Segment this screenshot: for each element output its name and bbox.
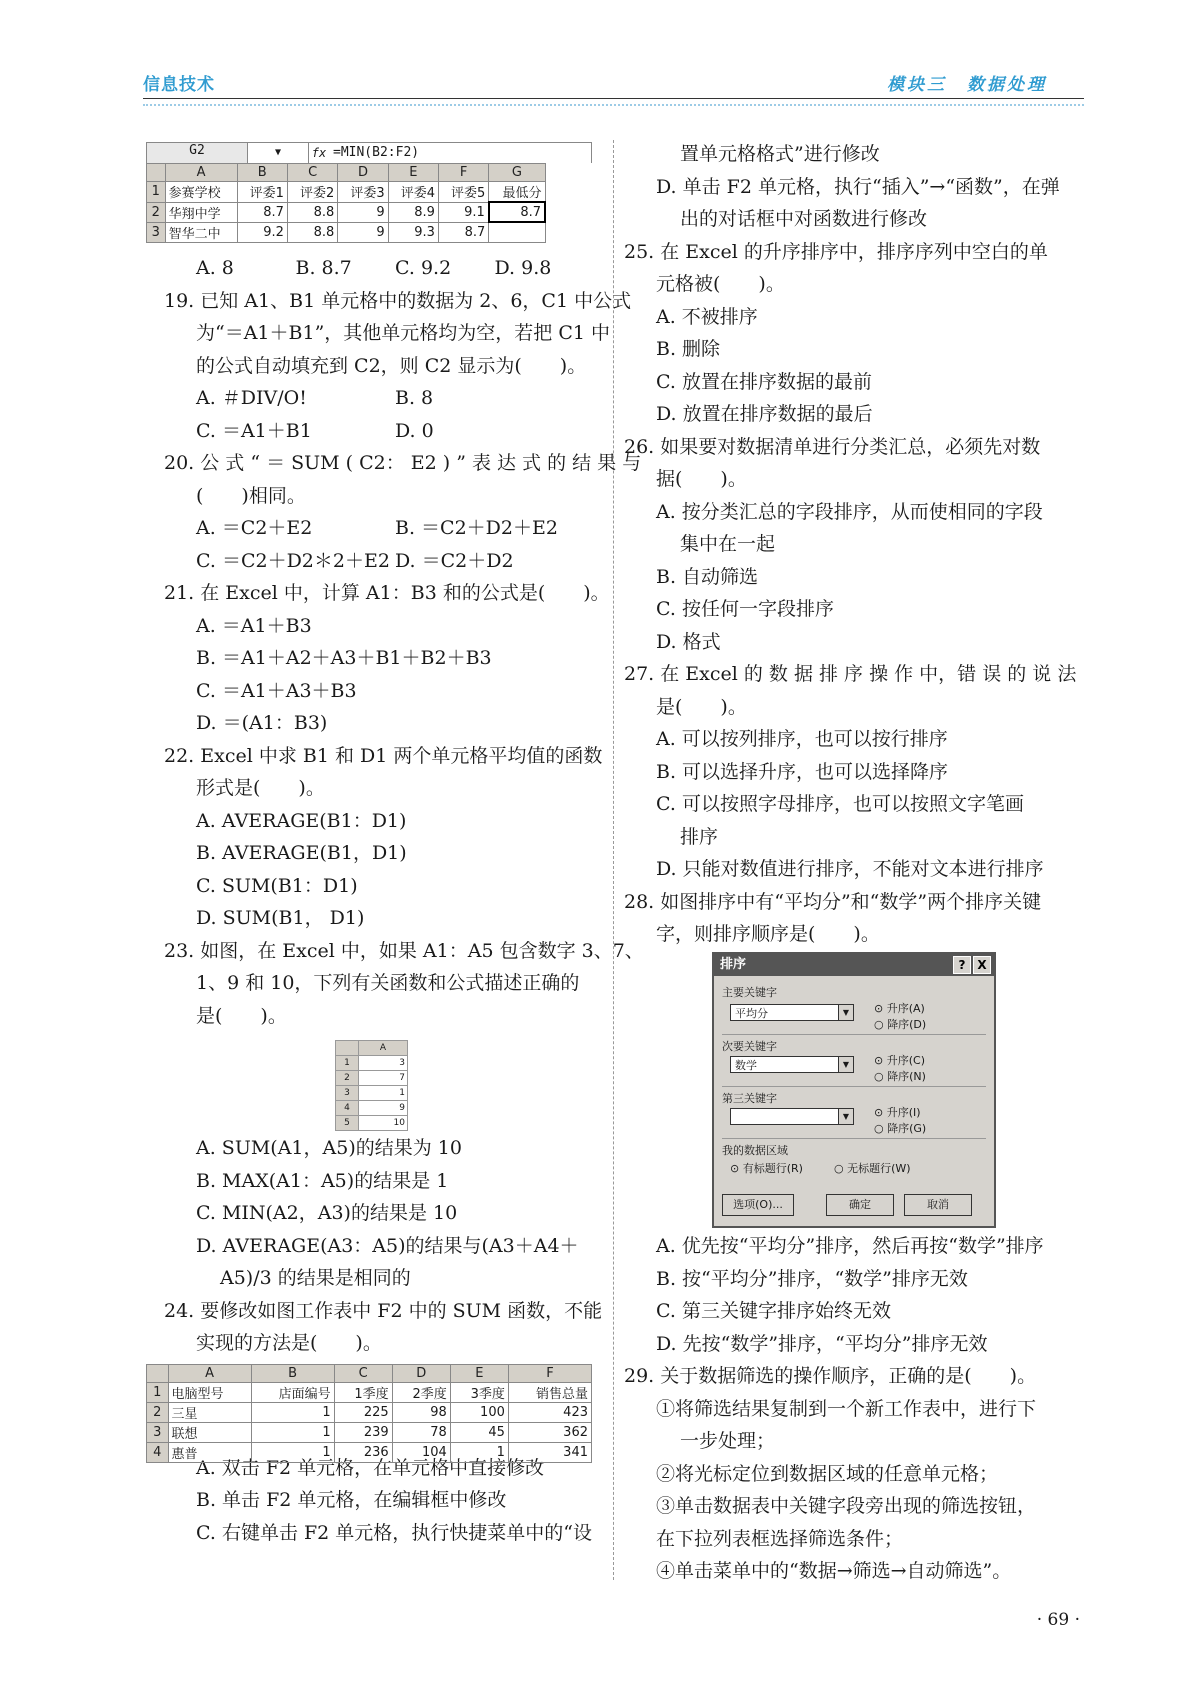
column-header[interactable]: A	[168, 1365, 251, 1383]
key1-select[interactable]	[730, 1004, 854, 1021]
text-line: C. 第三关键字排序始终无效	[656, 1300, 891, 1322]
text-line: B. 删除	[656, 338, 721, 360]
option: C. SUM(B1：D1)	[196, 874, 358, 897]
formula-bar	[146, 142, 592, 163]
table-row	[147, 222, 546, 242]
cell[interactable]: 2季度	[392, 1383, 450, 1403]
cell[interactable]: 9	[338, 202, 388, 222]
option: C. 9.2	[395, 257, 452, 279]
left-column	[164, 252, 644, 1549]
text-line: 27. 在 Excel 的 数 据 排 序 操 作 中，错 误 的 说 法	[624, 663, 1077, 685]
key2-asc-radio[interactable]: ⊙ 升序(C)	[874, 1054, 925, 1067]
header-right-title: 模块三 数据处理	[887, 75, 1047, 95]
text-line: 28. 如图排序中有“平均分”和“数学”两个排序关键	[624, 890, 1042, 913]
text-line: ③单击数据表中关键字段旁出现的筛选按钮，	[656, 1495, 1037, 1517]
cell[interactable]: 341	[508, 1443, 591, 1463]
column-header[interactable]: C	[287, 164, 337, 182]
right-column-top	[624, 138, 1084, 951]
option: B. ＝C2＋D2＋E2	[395, 517, 558, 539]
option: A. SUM(A1，A5)的结果为 10	[196, 1137, 462, 1159]
text-line: D. 先按“数学”排序，“平均分”排序无效	[656, 1332, 988, 1355]
option: D. SUM(B1， D1)	[196, 907, 365, 929]
separator	[722, 1034, 986, 1035]
spreadsheet-sales	[146, 1364, 592, 1463]
sort-dialog	[712, 952, 996, 1228]
cell[interactable]: 评委3	[338, 182, 388, 203]
option: C. ＝A1＋A3＋B3	[196, 679, 357, 702]
question-text: 24. 要修改如图工作表中 F2 中的 SUM 函数，不能	[164, 1299, 603, 1322]
key3-desc-label: 降序(G)	[887, 1122, 927, 1135]
question-text: 19. 已知 A1、B1 单元格中的数据为 2、6，C1 中公式	[164, 289, 632, 312]
column-header[interactable]: A	[359, 1041, 408, 1056]
row-header[interactable]: 4	[336, 1101, 359, 1116]
fx-icon[interactable]: fx	[311, 146, 327, 160]
table-row	[147, 1383, 592, 1403]
cell[interactable]: 三星	[168, 1403, 251, 1423]
cell[interactable]: 9.3	[388, 222, 438, 242]
column-header[interactable]	[147, 1365, 169, 1383]
column-header[interactable]: B	[237, 164, 287, 182]
cell[interactable]: 1	[251, 1423, 334, 1443]
option: A. AVERAGE(B1：D1)	[196, 809, 407, 832]
question-text: 23. 如图，在 Excel 中，如果 A1：A5 包含数字 3、7、	[164, 939, 644, 962]
text-line: 元格被( )。	[656, 273, 785, 295]
text-line: 据( )。	[656, 468, 747, 490]
key2-desc-label: 降序(N)	[887, 1070, 926, 1083]
header-left-title: 信息技术	[143, 75, 215, 95]
key1-value: 平均分	[735, 1007, 768, 1020]
formula-text[interactable]: =MIN(B2:F2)	[333, 145, 420, 160]
question-text: 的公式自动填充到 C2，则 C2 显示为( )。	[196, 354, 587, 377]
row-header[interactable]: 3	[147, 1423, 169, 1443]
table-row	[336, 1086, 408, 1101]
row-header[interactable]: 1	[147, 1383, 169, 1403]
column-header[interactable]: F	[508, 1365, 591, 1383]
key1-asc-radio[interactable]: ⊙ 升序(A)	[874, 1002, 925, 1015]
question-text: 为“＝A1＋B1”，其他单元格均为空，若把 C1 中	[196, 322, 610, 344]
cell[interactable]: 8.8	[287, 202, 337, 222]
key2-asc-label: 升序(C)	[886, 1054, 925, 1067]
cell[interactable]: 225	[334, 1403, 392, 1423]
key3-label: 第三关键字	[722, 1092, 777, 1105]
question-text: 实现的方法是( )。	[196, 1332, 382, 1354]
chevron-down-icon[interactable]: ▼	[838, 1057, 853, 1072]
cell[interactable]: 3	[359, 1056, 408, 1071]
header-yes-radio[interactable]: ⊙ 有标题行(R)	[730, 1162, 803, 1175]
option: D. 0	[395, 419, 434, 442]
option: D. ＝(A1：B3)	[196, 712, 328, 734]
column-header[interactable]: F	[438, 164, 488, 182]
text-line: B. 可以选择升序，也可以选择降序	[656, 760, 949, 783]
cell[interactable]: 1	[450, 1443, 508, 1463]
cell[interactable]: 1季度	[334, 1383, 392, 1403]
option: C. ＝C2＋D2＊2＋E2	[196, 549, 390, 572]
text-line: B. 按“平均分”排序，“数学”排序无效	[656, 1267, 968, 1290]
text-line: ①将筛选结果复制到一个新工作表中，进行下	[656, 1397, 1037, 1420]
table-row	[147, 182, 546, 203]
option: A5)/3 的结果是相同的	[220, 1267, 411, 1289]
table-row	[147, 202, 546, 222]
text-line: 是( )。	[656, 695, 747, 718]
cell[interactable]: 10	[359, 1116, 408, 1131]
dialog-title: 排序	[720, 957, 747, 972]
option: B. 8	[395, 387, 434, 409]
text-line: 26. 如果要对数据清单进行分类汇总，必须先对数	[624, 435, 1041, 458]
options-button[interactable]: 选项(O)...	[722, 1194, 794, 1216]
option: A. 双击 F2 单元格，在单元格中直接修改	[196, 1456, 545, 1479]
text-line: A. 不被排序	[656, 305, 758, 328]
key1-label: 主要关键字	[722, 986, 777, 999]
cell[interactable]: 参赛学校	[165, 182, 237, 203]
options-row	[164, 415, 594, 448]
text-line: 出的对话框中对函数进行修改	[680, 208, 928, 230]
text-line: 在下拉列表框选择筛选条件；	[656, 1527, 904, 1550]
key3-asc-radio[interactable]: ⊙ 升序(I)	[874, 1106, 921, 1119]
cell[interactable]: 评委5	[438, 182, 488, 203]
cell[interactable]: 惠普	[168, 1443, 251, 1463]
text-line: D. 单击 F2 单元格，执行“插入”→“函数”，在弹	[656, 175, 1060, 198]
right-column-bottom	[624, 1230, 1084, 1588]
column-header[interactable]: G	[489, 164, 545, 182]
option: A. ＝A1＋B3	[196, 614, 312, 637]
text-line: 25. 在 Excel 的升序排序中，排序序列中空白的单	[624, 240, 1048, 263]
cell[interactable]: 45	[450, 1423, 508, 1443]
column-header[interactable]: C	[334, 1365, 392, 1383]
key2-value: 数学	[735, 1059, 757, 1072]
text-line: ②将光标定位到数据区域的任意单元格；	[656, 1462, 999, 1485]
cell[interactable]: 8.7	[489, 202, 545, 222]
column-header[interactable]	[147, 164, 166, 182]
separator	[722, 1138, 986, 1139]
text-line: C. 放置在排序数据的最前	[656, 370, 872, 393]
column-header[interactable]: A	[165, 164, 237, 182]
key1-desc-radio[interactable]: ○ 降序(D)	[874, 1018, 927, 1031]
table-row	[147, 1443, 592, 1463]
chevron-down-icon[interactable]: ▼	[248, 143, 309, 163]
cell[interactable]: 1	[359, 1086, 408, 1101]
cell[interactable]: 78	[392, 1423, 450, 1443]
text-line: C. 可以按照字母排序，也可以按照文字笔画	[656, 793, 1024, 815]
column-header[interactable]: D	[392, 1365, 450, 1383]
header-rule	[143, 98, 1084, 99]
text-line: 29. 关于数据筛选的操作顺序，正确的是( )。	[624, 1365, 1037, 1387]
close-icon[interactable]: X	[973, 956, 991, 974]
row-header[interactable]: 1	[336, 1056, 359, 1071]
cell[interactable]: 联想	[168, 1423, 251, 1443]
cell[interactable]: 100	[450, 1403, 508, 1423]
cell[interactable]: 智华二中	[165, 222, 237, 242]
key2-desc-radio[interactable]: ○ 降序(N)	[874, 1070, 926, 1083]
table-row	[336, 1071, 408, 1086]
key3-desc-radio[interactable]: ○ 降序(G)	[874, 1122, 927, 1135]
text-line: B. 自动筛选	[656, 565, 759, 588]
question-text: ( )相同。	[196, 484, 306, 507]
question-text: 20. 公 式 “ ＝ SUM ( C2： E2 ) ” 表 达 式 的 结 果 与	[164, 452, 642, 474]
column-header[interactable]: D	[338, 164, 388, 182]
row-header[interactable]: 3	[336, 1086, 359, 1101]
row-header[interactable]: 3	[147, 222, 166, 242]
option: C. 右键单击 F2 单元格，执行快捷菜单中的“设	[196, 1521, 593, 1544]
cell[interactable]: 104	[392, 1443, 450, 1463]
cell[interactable]: 236	[334, 1443, 392, 1463]
question-text: 形式是( )。	[196, 777, 325, 799]
options-row	[164, 512, 594, 545]
sheet1-grid	[146, 163, 546, 243]
option: A. ＃DIV/O!	[196, 387, 307, 409]
option: A. ＝C2＋E2	[196, 517, 313, 539]
text-line: D. 格式	[656, 630, 721, 653]
cell[interactable]: 评委4	[388, 182, 438, 203]
spreadsheet-min-example	[146, 142, 592, 243]
options-row	[164, 382, 594, 415]
cancel-button[interactable]: 取消	[904, 1194, 972, 1216]
page-number: · 69 ·	[1036, 1610, 1080, 1630]
row-header[interactable]: 2	[147, 202, 166, 222]
question-text: 22. Excel 中求 B1 和 D1 两个单元格平均值的函数	[164, 744, 603, 767]
row-header[interactable]: 5	[336, 1116, 359, 1131]
table-row	[147, 1423, 592, 1443]
dialog-titlebar	[714, 954, 994, 976]
table-row	[336, 1056, 408, 1071]
row-header[interactable]: 1	[147, 182, 166, 203]
column-header[interactable]: E	[388, 164, 438, 182]
option: A. 8	[196, 257, 234, 279]
sheet2-grid	[335, 1040, 408, 1131]
row-header[interactable]: 2	[336, 1071, 359, 1086]
cell[interactable]: 423	[508, 1403, 591, 1423]
table-row	[336, 1101, 408, 1116]
key1-desc-label: 降序(D)	[887, 1018, 927, 1031]
option: D. 9.8	[494, 257, 552, 279]
text-line: D. 只能对数值进行排序，不能对文本进行排序	[656, 858, 1044, 880]
key2-label: 次要关键字	[722, 1040, 777, 1053]
question-text: 是( )。	[196, 1004, 287, 1027]
cell[interactable]: 9.2	[237, 222, 287, 242]
table-row	[147, 1403, 592, 1423]
option: C. MIN(A2，A3)的结果是 10	[196, 1202, 458, 1224]
cell[interactable]: 362	[508, 1423, 591, 1443]
separator	[722, 1086, 986, 1087]
header-yes-label: 有标题行(R)	[742, 1162, 803, 1175]
text-line: A. 可以按列排序，也可以按行排序	[656, 728, 948, 750]
column-divider	[613, 140, 614, 1580]
question-text: 1、9 和 10，下列有关函数和公式描述正确的	[196, 972, 580, 994]
option: C. ＝A1＋B1	[196, 419, 312, 442]
text-line: 置单元格格式”进行修改	[680, 143, 880, 165]
header-no-radio[interactable]: ○ 无标题行(W)	[834, 1162, 911, 1175]
chevron-down-icon[interactable]: ▼	[838, 1109, 853, 1124]
cell[interactable]: 9.1	[438, 202, 488, 222]
header-dotted-rule	[143, 104, 1084, 106]
option: B. ＝A1＋A2＋A3＋B1＋B2＋B3	[196, 647, 492, 669]
column-header[interactable]: E	[450, 1365, 508, 1383]
options-row	[164, 545, 594, 578]
cell[interactable]: 8.7	[438, 222, 488, 242]
text-line: ④单击菜单中的“数据→筛选→自动筛选”。	[656, 1560, 1012, 1582]
cell[interactable]: 239	[334, 1423, 392, 1443]
question-text: 21. 在 Excel 中，计算 A1：B3 和的公式是( )。	[164, 582, 610, 604]
option: B. AVERAGE(B1，D1)	[196, 842, 407, 864]
option: B. 单击 F2 单元格，在编辑框中修改	[196, 1489, 507, 1511]
text-line: 字，则排序顺序是( )。	[656, 923, 880, 945]
ok-button[interactable]: 确定	[826, 1194, 894, 1216]
chevron-down-icon[interactable]: ▼	[838, 1005, 853, 1020]
cell[interactable]: 1	[251, 1443, 334, 1463]
cell[interactable]: 9	[359, 1101, 408, 1116]
cell[interactable]: 销售总量	[508, 1383, 591, 1403]
table-row	[336, 1116, 408, 1131]
row-header[interactable]: 4	[147, 1443, 169, 1463]
spreadsheet-a-column	[335, 1040, 408, 1131]
text-line: D. 放置在排序数据的最后	[656, 403, 873, 425]
key3-select[interactable]	[730, 1108, 854, 1125]
options-row	[164, 252, 594, 285]
text-line: 排序	[680, 825, 719, 848]
cell[interactable]: 评委2	[287, 182, 337, 203]
cell[interactable]: 98	[392, 1403, 450, 1423]
help-icon[interactable]: ?	[953, 956, 971, 974]
cell[interactable]: 电脑型号	[168, 1383, 251, 1403]
corner-cell	[336, 1041, 359, 1056]
text-line: 集中在一起	[680, 533, 776, 555]
option: B. MAX(A1：A5)的结果是 1	[196, 1169, 449, 1192]
key1-asc-label: 升序(A)	[886, 1002, 925, 1015]
header-no-label: 无标题行(W)	[847, 1162, 911, 1175]
cell[interactable]: 店面编号	[251, 1383, 334, 1403]
name-box[interactable]: G2	[147, 143, 248, 163]
cell[interactable]: 9	[338, 222, 388, 242]
key3-asc-label: 升序(I)	[886, 1106, 921, 1119]
sheet3-grid	[146, 1364, 592, 1463]
cell[interactable]: 1	[251, 1403, 334, 1423]
option: D. ＝C2＋D2	[395, 549, 514, 572]
row-header[interactable]: 2	[147, 1403, 169, 1423]
cell[interactable]: 3季度	[450, 1383, 508, 1403]
text-line: A. 按分类汇总的字段排序，从而使相同的字段	[656, 500, 1043, 523]
cell[interactable]: 最低分	[489, 182, 545, 203]
text-line: 一步处理；	[680, 1430, 776, 1452]
cell[interactable]: 7	[359, 1071, 408, 1086]
key2-select[interactable]	[730, 1056, 854, 1073]
cell[interactable]: 华翔中学	[165, 202, 237, 222]
text-line: C. 按任何一字段排序	[656, 598, 834, 620]
option: D. AVERAGE(A3：A5)的结果与(A3＋A4＋	[196, 1234, 579, 1257]
cell[interactable]: 评委1	[237, 182, 287, 203]
column-header[interactable]: B	[251, 1365, 334, 1383]
range-label: 我的数据区域	[722, 1144, 788, 1157]
cell[interactable]: 8.7	[237, 202, 287, 222]
text-line: A. 优先按“平均分”排序，然后再按“数学”排序	[656, 1235, 1044, 1257]
cell[interactable]: 8.9	[388, 202, 438, 222]
cell[interactable]	[489, 222, 545, 242]
option: B. 8.7	[295, 257, 352, 279]
cell[interactable]: 8.8	[287, 222, 337, 242]
